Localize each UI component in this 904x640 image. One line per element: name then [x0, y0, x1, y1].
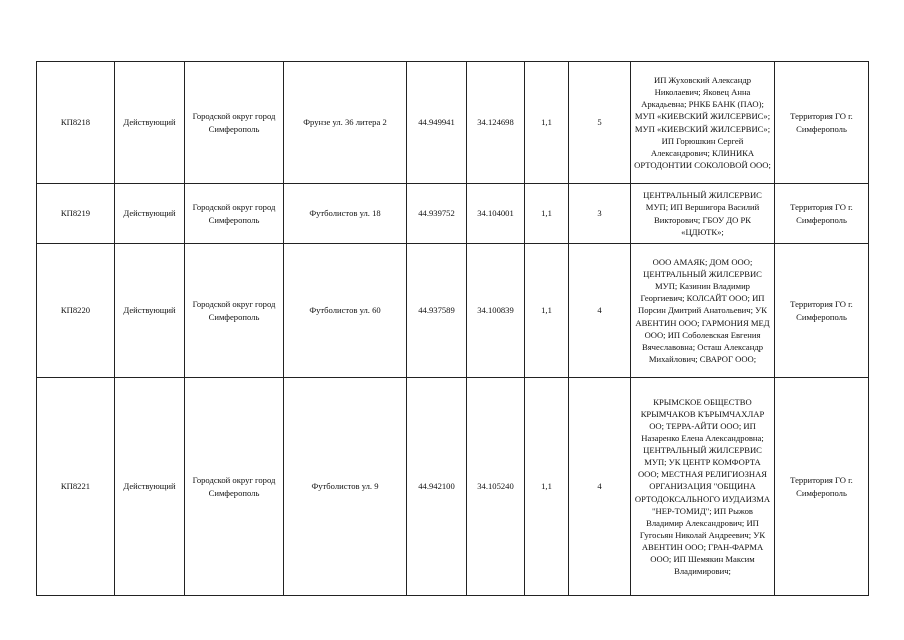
table-row: [37, 184, 869, 244]
cell-municipality: Городской округ город Симферополь: [185, 244, 284, 378]
cell-status: Действующий: [115, 62, 185, 184]
cell-municipality: Городской округ город Симферополь: [185, 378, 284, 596]
cell-status: Действующий: [115, 184, 185, 244]
registry-table: [36, 61, 869, 596]
cell-latitude: 44.939752: [407, 184, 467, 244]
cell-owners: КРЫМСКОЕ ОБЩЕСТВО КРЫМЧАКОВ КЪРЫМЧАХЛАР ОО; ТЕРРА-АЙТИ ООО; ИП Назаренко Елена Александровна; ЦЕНТРАЛЬНЫЙ ЖИЛСЕРВИС МУП; УК ЦЕНТР КОМФОРТА ООО; МЕСТНАЯ РЕЛИГИОЗНАЯ ОРГАНИЗАЦИЯ "ОБЩИНА ОРТОДОКСАЛЬНОГО ИУДАИЗМА "НЕР-ТОМИД"; ИП Рыжов Владимир Александрович; ИП Гугосьян Николай Андреевич; УК АВЕНТИН ООО; ГРАН-ФАРМА ООО; ИП Шемякин Максим Владимирович;: [631, 378, 775, 596]
cell-count: 5: [569, 62, 631, 184]
cell-count: 3: [569, 184, 631, 244]
cell-longitude: 34.124698: [467, 62, 525, 184]
cell-volume: 1,1: [525, 62, 569, 184]
cell-volume: 1,1: [525, 378, 569, 596]
cell-address: Фрунзе ул. 36 литера 2: [284, 62, 407, 184]
cell-id: КП8218: [37, 62, 115, 184]
cell-municipality: Городской округ город Симферополь: [185, 62, 284, 184]
cell-territory: Территория ГО г. Симферополь: [775, 184, 869, 244]
cell-volume: 1,1: [525, 184, 569, 244]
cell-address: Футболистов ул. 18: [284, 184, 407, 244]
cell-latitude: 44.937589: [407, 244, 467, 378]
cell-latitude: 44.949941: [407, 62, 467, 184]
cell-owners: ООО АМАЯК; ДОМ ООО; ЦЕНТРАЛЬНЫЙ ЖИЛСЕРВИС МУП; Казинин Владимир Георгиевич; КОЛСАЙТ ООО; ИП Порсин Дмитрий Анатольевич; УК АВЕНТИН ООО; ГАРМОНИЯ МЕД ООО; ИП Соболевская Евгения Вячеславовна; Осташ Александр Михайлович; СВАРОГ ООО;: [631, 244, 775, 378]
cell-id: КП8221: [37, 378, 115, 596]
cell-count: 4: [569, 244, 631, 378]
cell-address: Футболистов ул. 60: [284, 244, 407, 378]
cell-status: Действующий: [115, 378, 185, 596]
cell-municipality: Городской округ город Симферополь: [185, 184, 284, 244]
cell-latitude: 44.942100: [407, 378, 467, 596]
cell-territory: Территория ГО г. Симферополь: [775, 244, 869, 378]
cell-territory: Территория ГО г. Симферополь: [775, 378, 869, 596]
table-row: [37, 244, 869, 378]
cell-longitude: 34.104001: [467, 184, 525, 244]
cell-id: КП8220: [37, 244, 115, 378]
cell-territory: Территория ГО г. Симферополь: [775, 62, 869, 184]
table-row: [37, 62, 869, 184]
cell-longitude: 34.100839: [467, 244, 525, 378]
cell-count: 4: [569, 378, 631, 596]
table-row: [37, 378, 869, 596]
cell-longitude: 34.105240: [467, 378, 525, 596]
cell-status: Действующий: [115, 244, 185, 378]
cell-address: Футболистов ул. 9: [284, 378, 407, 596]
cell-volume: 1,1: [525, 244, 569, 378]
cell-id: КП8219: [37, 184, 115, 244]
cell-owners: ЦЕНТРАЛЬНЫЙ ЖИЛСЕРВИС МУП; ИП Вершигора Василий Викторович; ГБОУ ДО РК «ЦДЮТК»;: [631, 184, 775, 244]
cell-owners: ИП Жуховский Александр Николаевич; Яковец Анна Аркадьевна; РНКБ БАНК (ПАО); МУП «КИЕВСКИЙ ЖИЛСЕРВИС»; МУП «КИЕВСКИЙ ЖИЛСЕРВИС»; ИП Горюшкин Сергей Александрович; КЛИНИКА ОРТОДОНТИИ СОКОЛОВОЙ ООО;: [631, 62, 775, 184]
